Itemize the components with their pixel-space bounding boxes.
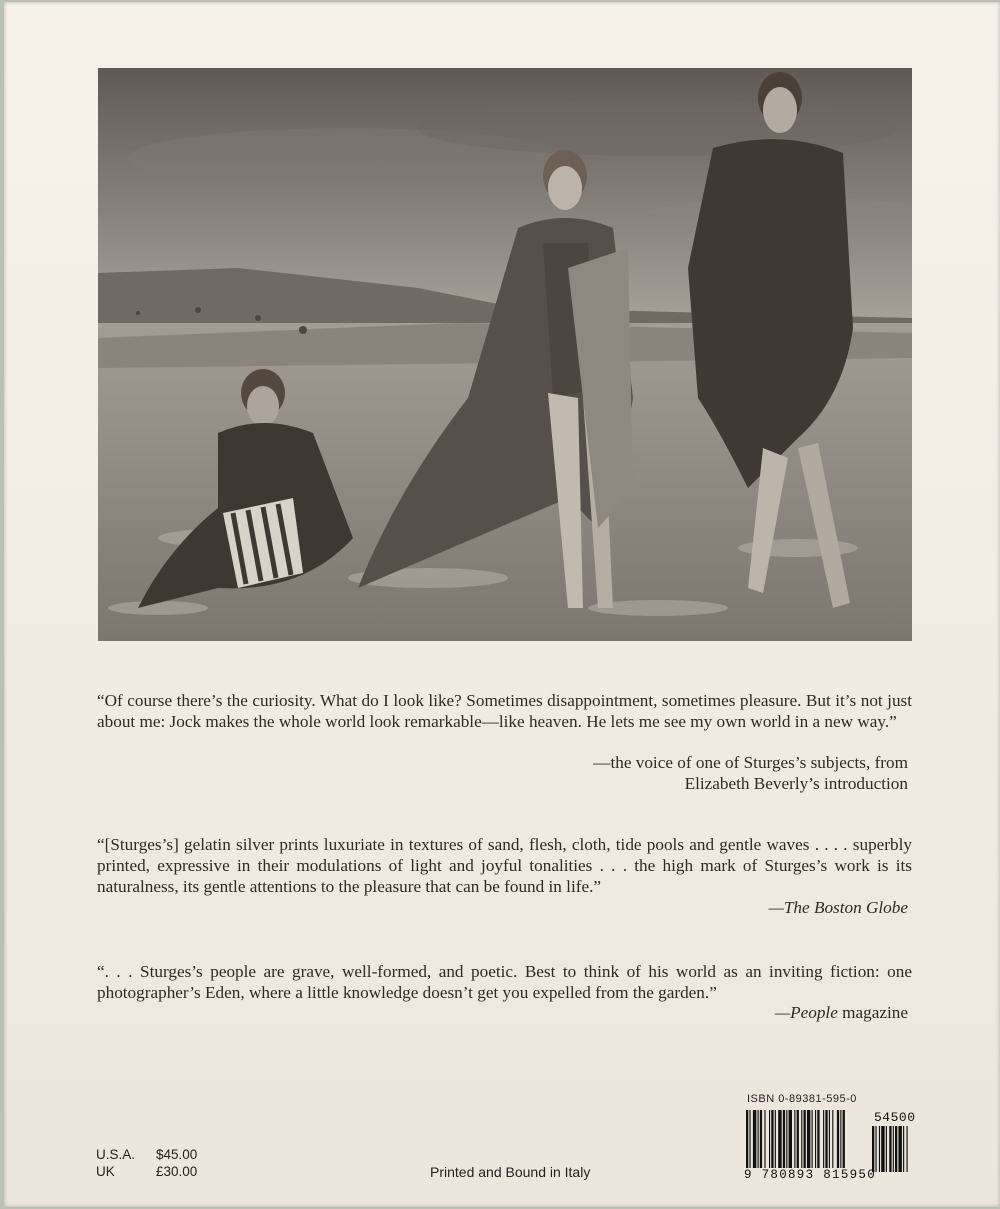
price-amount: £30.00 (156, 1164, 198, 1179)
quote-boston-globe-attribution (769, 897, 908, 918)
price-region: UK (96, 1164, 115, 1179)
quote-people-magazine: “. . . Sturges’s people are grave, well-formed, and poetic. Best to think of his world as an inviting fiction: one photographer’s Eden, where a little knowledge doesn’t get you expelled from the garden.” (97, 962, 912, 1002)
quote-subject-attribution (593, 752, 908, 794)
boston-globe-source: —The Boston Globe (768, 898, 908, 917)
people-source-suffix: magazine (837, 1003, 908, 1022)
barcode-price-code: 54500 (874, 1110, 916, 1125)
barcode-digits: 9 780893 815950 (744, 1168, 877, 1182)
attribution-line-1: —the voice of one of Sturges’s subjects, from (593, 753, 908, 772)
isbn-number: ISBN 0-89381-595-0 (747, 1093, 857, 1105)
printed-in-italy: Printed and Bound in Italy (430, 1164, 591, 1180)
price-row-usa (96, 1146, 197, 1163)
quote-people-attribution (775, 1002, 908, 1023)
price-region: U.S.A. (96, 1147, 136, 1162)
price-amount: $45.00 (156, 1147, 198, 1162)
book-back-cover (4, 2, 1000, 1207)
price-list (96, 1146, 197, 1180)
cover-photograph (98, 68, 912, 641)
quote-subject: “Of course there’s the curiosity. What do I look like? Sometimes disappointment, sometimes pleasure. But it’s not just about me: Jock makes the whole world look remarkable—like heaven. He lets me see my own world in a new way.” (97, 691, 912, 731)
quote-boston-globe: “[Sturges’s] gelatin silver prints luxuriate in textures of sand, flesh, cloth, tide pools and gentle waves . . . . superbly printed, expressive in their modulations of light and joyful tonalities . . . the high mark of Sturges’s work is its naturalness, its gentle attentions to the pleasure that can be found in life.” (97, 835, 912, 896)
price-row-uk (96, 1163, 197, 1180)
people-source: —People (774, 1003, 838, 1022)
attribution-line-2: Elizabeth Beverly’s introduction (684, 774, 908, 793)
